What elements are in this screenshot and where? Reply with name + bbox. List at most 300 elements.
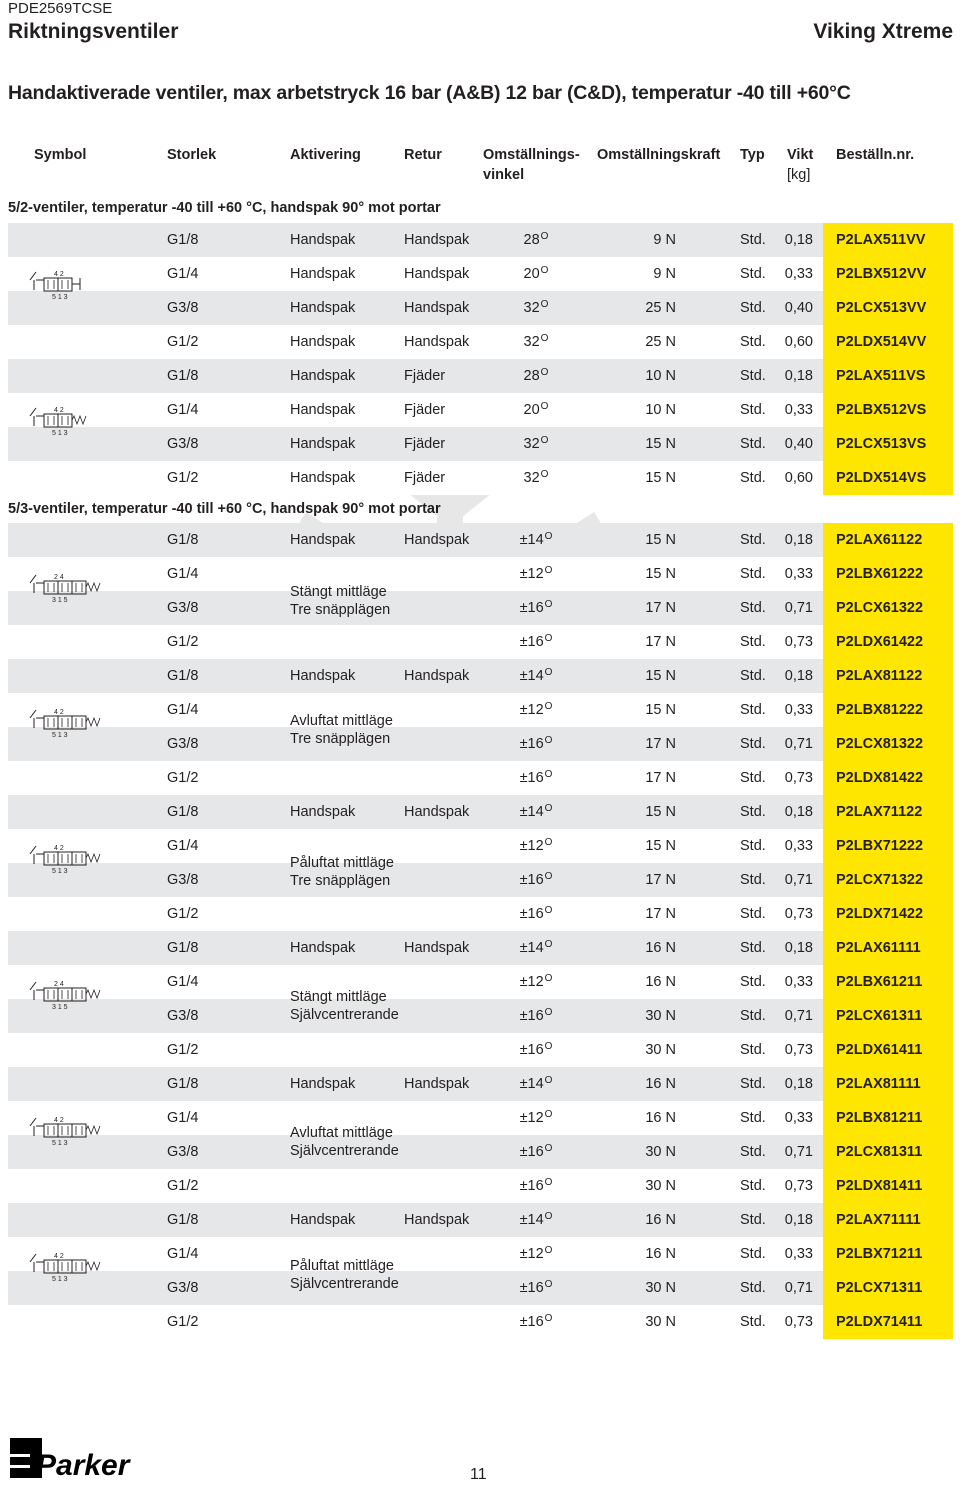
return-cell: Handspak [404, 804, 470, 820]
degree-mark: O [540, 367, 549, 378]
weight-cell: 0,40 [784, 300, 813, 316]
table-row [8, 625, 953, 659]
table-row [8, 863, 953, 897]
return-cell: Fjäder [404, 436, 446, 452]
size-cell: G1/8 [167, 1076, 199, 1092]
table-row [8, 325, 953, 359]
weight-cell: 0,73 [784, 1042, 813, 1058]
weight-cell: 0,73 [784, 1314, 813, 1330]
size-cell: G1/2 [167, 1042, 199, 1058]
force-cell: 15 N [645, 532, 676, 548]
size-cell: G1/8 [167, 1212, 199, 1228]
valve-5-3-closed-detent-icon [28, 571, 108, 605]
svg-text:3 1 5: 3 1 5 [52, 597, 68, 604]
group-description [290, 712, 393, 748]
table-row [8, 1067, 953, 1101]
group-description-line1: Påluftat mittläge [290, 1258, 394, 1274]
svg-text:4 2: 4 2 [54, 845, 64, 852]
valve-5-3-exhaust-spring-icon [28, 1114, 108, 1148]
actuation-cell: Handspak [290, 300, 356, 316]
order-number-cell: P2LDX81411 [823, 1169, 953, 1203]
degree-mark: O [544, 1245, 553, 1256]
angle-cell: $\pm 12^O$ [519, 1245, 553, 1262]
group-description-line2: Tre snäpplägen [290, 873, 391, 889]
order-number-cell: P2LAX511VV [823, 223, 953, 257]
type-cell: Std. [740, 1076, 766, 1092]
table-row [8, 693, 953, 727]
svg-text:4 2: 4 2 [54, 1253, 64, 1260]
table-row [8, 427, 953, 461]
order-number-cell: P2LBX81222 [823, 693, 953, 727]
force-cell: 17 N [645, 634, 676, 650]
table-row [8, 1237, 953, 1271]
order-number-cell: P2LDX514VV [823, 325, 953, 359]
type-cell: Std. [740, 668, 766, 684]
actuation-cell: Handspak [290, 232, 356, 248]
order-number-cell: P2LCX61311 [823, 999, 953, 1033]
size-cell: G1/2 [167, 334, 199, 350]
table-row [8, 897, 953, 931]
order-number-cell: P2LAX61111 [823, 931, 953, 965]
degree-mark: O [544, 837, 553, 848]
order-number-cell: P2LBX61222 [823, 557, 953, 591]
weight-cell: 0,73 [784, 770, 813, 786]
order-number-cell: P2LBX61211 [823, 965, 953, 999]
valve-5-3-pressure-spring-icon [28, 1250, 108, 1284]
order-number-cell: P2LDX81422 [823, 761, 953, 795]
force-cell: 30 N [645, 1144, 676, 1160]
size-cell: G1/2 [167, 906, 199, 922]
degree-mark: O [544, 701, 553, 712]
valve-5-3-closed-spring-icon [28, 978, 108, 1012]
col-header-angle-line1: Omställnings- [483, 147, 580, 163]
return-cell: Handspak [404, 334, 470, 350]
weight-cell: 0,18 [784, 532, 813, 548]
weight-cell: 0,33 [784, 838, 813, 854]
angle-cell: $32^O$ [523, 469, 549, 486]
order-number-cell: P2LAX61122 [823, 523, 953, 557]
table-row [8, 1203, 953, 1237]
degree-mark: O [544, 871, 553, 882]
valve-5-3-pressure-detent-icon [28, 842, 108, 876]
col-header-size: Storlek [167, 147, 217, 163]
weight-cell: 0,71 [784, 600, 813, 616]
size-cell: G1/4 [167, 266, 199, 282]
size-cell: G3/8 [167, 600, 199, 616]
degree-mark: O [544, 667, 553, 678]
actuation-cell: Handspak [290, 266, 356, 282]
size-cell: G1/8 [167, 668, 199, 684]
table-row [8, 965, 953, 999]
group-description [290, 583, 390, 619]
type-cell: Std. [740, 974, 766, 990]
return-cell: Handspak [404, 940, 470, 956]
actuation-cell: Handspak [290, 368, 356, 384]
order-number-cell: P2LBX71222 [823, 829, 953, 863]
weight-cell: 0,73 [784, 906, 813, 922]
col-header-weight-line1: Vikt [787, 147, 814, 163]
force-cell: 10 N [645, 368, 676, 384]
actuation-cell: Handspak [290, 668, 356, 684]
svg-text:Parker: Parker [36, 1449, 130, 1479]
angle-cell: $\pm 16^O$ [519, 633, 553, 650]
order-number-cell: P2LCX71311 [823, 1271, 953, 1305]
size-cell: G1/4 [167, 1246, 199, 1262]
table-row [8, 931, 953, 965]
weight-cell: 0,73 [784, 634, 813, 650]
angle-cell: $\pm 12^O$ [519, 973, 553, 990]
size-cell: G1/2 [167, 770, 199, 786]
weight-cell: 0,33 [784, 702, 813, 718]
valve-5-3-exhaust-detent-icon [28, 706, 108, 740]
size-cell: G1/8 [167, 940, 199, 956]
size-cell: G1/4 [167, 566, 199, 582]
return-cell: Handspak [404, 532, 470, 548]
degree-mark: O [544, 1041, 553, 1052]
size-cell: G3/8 [167, 736, 199, 752]
actuation-cell: Handspak [290, 940, 356, 956]
force-cell: 16 N [645, 974, 676, 990]
degree-mark: O [544, 633, 553, 644]
angle-cell: $32^O$ [523, 435, 549, 452]
table-row [8, 761, 953, 795]
angle-cell: $32^O$ [523, 333, 549, 350]
size-cell: G3/8 [167, 872, 199, 888]
actuation-cell: Handspak [290, 804, 356, 820]
angle-cell: $\pm 14^O$ [519, 667, 553, 684]
document-code: PDE2569TCSE [8, 0, 113, 17]
type-cell: Std. [740, 266, 766, 282]
angle-cell: $\pm 16^O$ [519, 905, 553, 922]
table-row [8, 1101, 953, 1135]
size-cell: G1/4 [167, 402, 199, 418]
return-cell: Fjäder [404, 402, 446, 418]
weight-cell: 0,18 [784, 668, 813, 684]
order-number-cell: P2LCX81311 [823, 1135, 953, 1169]
return-cell: Handspak [404, 300, 470, 316]
table-row [8, 829, 953, 863]
weight-cell: 0,18 [784, 232, 813, 248]
force-cell: 15 N [645, 838, 676, 854]
weight-cell: 0,33 [784, 1110, 813, 1126]
type-cell: Std. [740, 634, 766, 650]
angle-cell: $\pm 16^O$ [519, 1041, 553, 1058]
weight-cell: 0,18 [784, 1076, 813, 1092]
svg-text:2 4: 2 4 [54, 981, 64, 988]
force-cell: 9 N [653, 232, 676, 248]
col-header-weight [787, 145, 813, 185]
table-row [8, 1305, 953, 1339]
angle-cell: $\pm 16^O$ [519, 1313, 553, 1330]
col-header-symbol: Symbol [34, 147, 87, 163]
type-cell: Std. [740, 1314, 766, 1330]
actuation-cell: Handspak [290, 470, 356, 486]
degree-mark: O [544, 1279, 553, 1290]
order-number-cell: P2LBX71211 [823, 1237, 953, 1271]
table-row [8, 1135, 953, 1169]
type-cell: Std. [740, 906, 766, 922]
angle-cell: $\pm 14^O$ [519, 939, 553, 956]
col-header-order: Beställn.nr. [836, 147, 915, 163]
parker-logo [10, 1437, 140, 1479]
degree-mark: O [544, 1007, 553, 1018]
group-description [290, 1124, 399, 1160]
type-cell: Std. [740, 1110, 766, 1126]
angle-cell: $28^O$ [523, 231, 549, 248]
force-cell: 15 N [645, 566, 676, 582]
order-number-cell: P2LAX81122 [823, 659, 953, 693]
group-description-line2: Tre snäpplägen [290, 602, 391, 618]
angle-cell: $\pm 16^O$ [519, 599, 553, 616]
group-description-line1: Påluftat mittläge [290, 855, 394, 871]
type-cell: Std. [740, 436, 766, 452]
order-number-cell: P2LBX512VV [823, 257, 953, 291]
order-number-cell: P2LDX61422 [823, 625, 953, 659]
table-row [8, 1271, 953, 1305]
angle-cell: $32^O$ [523, 299, 549, 316]
angle-cell: $\pm 14^O$ [519, 531, 553, 548]
degree-mark: O [544, 1211, 553, 1222]
size-cell: G1/2 [167, 1178, 199, 1194]
order-number-cell: P2LCX61322 [823, 591, 953, 625]
svg-text:5 1 3: 5 1 3 [52, 868, 68, 875]
force-cell: 30 N [645, 1008, 676, 1024]
table-row [8, 291, 953, 325]
table-row [8, 999, 953, 1033]
table-row [8, 223, 953, 257]
valve-5-2-lever-lever-icon [28, 268, 108, 302]
force-cell: 17 N [645, 872, 676, 888]
type-cell: Std. [740, 940, 766, 956]
order-number-cell: P2LDX71422 [823, 897, 953, 931]
weight-cell: 0,73 [784, 1178, 813, 1194]
document-title: Riktningsventiler [8, 20, 179, 43]
svg-text:2 4: 2 4 [54, 574, 64, 581]
degree-mark: O [544, 565, 553, 576]
type-cell: Std. [740, 1042, 766, 1058]
angle-cell: $\pm 16^O$ [519, 1007, 553, 1024]
force-cell: 25 N [645, 334, 676, 350]
group-description-line1: Stängt mittläge [290, 584, 387, 600]
angle-cell: $\pm 12^O$ [519, 1109, 553, 1126]
force-cell: 16 N [645, 1110, 676, 1126]
group-description-line2: Tre snäpplägen [290, 731, 391, 747]
group-description [290, 854, 394, 890]
table-row [8, 727, 953, 761]
return-cell: Fjäder [404, 470, 446, 486]
order-number-cell: P2LAX71111 [823, 1203, 953, 1237]
force-cell: 9 N [653, 266, 676, 282]
svg-text:5 1 3: 5 1 3 [52, 1140, 68, 1147]
type-cell: Std. [740, 232, 766, 248]
return-cell: Fjäder [404, 368, 446, 384]
table-row [8, 1033, 953, 1067]
type-cell: Std. [740, 736, 766, 752]
return-cell: Handspak [404, 266, 470, 282]
type-cell: Std. [740, 1008, 766, 1024]
degree-mark: O [544, 769, 553, 780]
table-row [8, 1169, 953, 1203]
degree-mark: O [544, 939, 553, 950]
angle-cell: $28^O$ [523, 367, 549, 384]
type-cell: Std. [740, 1246, 766, 1262]
size-cell: G1/4 [167, 838, 199, 854]
col-header-return: Retur [404, 147, 442, 163]
order-number-cell: P2LAX71122 [823, 795, 953, 829]
weight-cell: 0,18 [784, 940, 813, 956]
table-row [8, 393, 953, 427]
group-description-line2: Självcentrerande [290, 1007, 399, 1023]
type-cell: Std. [740, 702, 766, 718]
weight-cell: 0,60 [784, 334, 813, 350]
type-cell: Std. [740, 368, 766, 384]
return-cell: Handspak [404, 232, 470, 248]
order-number-cell: P2LAX511VS [823, 359, 953, 393]
degree-mark: O [544, 1177, 553, 1188]
section-title-5-2: 5/2-ventiler, temperatur -40 till +60 °C, handspak 90° mot portar [8, 200, 441, 216]
degree-mark: O [544, 599, 553, 610]
order-number-cell: P2LBX512VS [823, 393, 953, 427]
size-cell: G1/4 [167, 974, 199, 990]
force-cell: 17 N [645, 770, 676, 786]
force-cell: 30 N [645, 1314, 676, 1330]
svg-text:4 2: 4 2 [54, 709, 64, 716]
type-cell: Std. [740, 804, 766, 820]
force-cell: 15 N [645, 470, 676, 486]
force-cell: 16 N [645, 1076, 676, 1092]
table-row [8, 359, 953, 393]
type-cell: Std. [740, 770, 766, 786]
angle-cell: $\pm 16^O$ [519, 769, 553, 786]
force-cell: 17 N [645, 906, 676, 922]
size-cell: G1/8 [167, 804, 199, 820]
angle-cell: $\pm 12^O$ [519, 565, 553, 582]
type-cell: Std. [740, 566, 766, 582]
force-cell: 30 N [645, 1042, 676, 1058]
weight-cell: 0,71 [784, 736, 813, 752]
actuation-cell: Handspak [290, 334, 356, 350]
size-cell: G1/2 [167, 634, 199, 650]
col-header-force: Omställningskraft [597, 147, 721, 163]
force-cell: 15 N [645, 702, 676, 718]
force-cell: 16 N [645, 1246, 676, 1262]
table-row [8, 523, 953, 557]
type-cell: Std. [740, 402, 766, 418]
type-cell: Std. [740, 334, 766, 350]
size-cell: G1/8 [167, 232, 199, 248]
actuation-cell: Handspak [290, 1212, 356, 1228]
svg-text:5 1 3: 5 1 3 [52, 294, 68, 301]
type-cell: Std. [740, 600, 766, 616]
actuation-cell: Handspak [290, 402, 356, 418]
type-cell: Std. [740, 838, 766, 854]
size-cell: G1/2 [167, 1314, 199, 1330]
col-header-angle-line2: vinkel [483, 167, 525, 183]
force-cell: 15 N [645, 804, 676, 820]
group-description-line2: Självcentrerande [290, 1276, 399, 1292]
weight-cell: 0,18 [784, 1212, 813, 1228]
actuation-cell: Handspak [290, 1076, 356, 1092]
col-header-type: Typ [740, 147, 765, 163]
degree-mark: O [540, 231, 549, 242]
return-cell: Handspak [404, 1212, 470, 1228]
return-cell: Handspak [404, 668, 470, 684]
type-cell: Std. [740, 1144, 766, 1160]
angle-cell: $\pm 16^O$ [519, 1279, 553, 1296]
size-cell: G1/2 [167, 470, 199, 486]
weight-cell: 0,71 [784, 1280, 813, 1296]
size-cell: G3/8 [167, 1008, 199, 1024]
size-cell: G1/8 [167, 368, 199, 384]
weight-cell: 0,60 [784, 470, 813, 486]
degree-mark: O [544, 531, 553, 542]
table-row [8, 557, 953, 591]
col-header-actuation: Aktivering [290, 147, 361, 163]
force-cell: 16 N [645, 940, 676, 956]
degree-mark: O [544, 803, 553, 814]
main-heading: Handaktiverade ventiler, max arbetstryck 16 bar (A&B) 12 bar (C&D), temperatur -40 till +60°C [8, 82, 851, 104]
degree-mark: O [540, 333, 549, 344]
order-number-cell: P2LCX71322 [823, 863, 953, 897]
degree-mark: O [544, 1109, 553, 1120]
weight-cell: 0,71 [784, 1008, 813, 1024]
size-cell: G3/8 [167, 436, 199, 452]
svg-text:4 2: 4 2 [54, 1117, 64, 1124]
degree-mark: O [540, 299, 549, 310]
order-number-cell: P2LDX514VS [823, 461, 953, 495]
actuation-cell: Handspak [290, 436, 356, 452]
force-cell: 15 N [645, 436, 676, 452]
table-row [8, 795, 953, 829]
weight-cell: 0,40 [784, 436, 813, 452]
type-cell: Std. [740, 1212, 766, 1228]
weight-cell: 0,18 [784, 368, 813, 384]
degree-mark: O [540, 435, 549, 446]
degree-mark: O [540, 401, 549, 412]
force-cell: 17 N [645, 600, 676, 616]
force-cell: 30 N [645, 1280, 676, 1296]
order-number-cell: P2LDX71411 [823, 1305, 953, 1339]
weight-cell: 0,33 [784, 266, 813, 282]
size-cell: G1/8 [167, 532, 199, 548]
size-cell: G3/8 [167, 1280, 199, 1296]
table-row [8, 591, 953, 625]
order-number-cell: P2LBX81211 [823, 1101, 953, 1135]
force-cell: 10 N [645, 402, 676, 418]
force-cell: 30 N [645, 1178, 676, 1194]
force-cell: 17 N [645, 736, 676, 752]
weight-cell: 0,33 [784, 566, 813, 582]
table-row [8, 461, 953, 495]
angle-cell: $20^O$ [523, 265, 549, 282]
angle-cell: $\pm 12^O$ [519, 701, 553, 718]
return-cell: Handspak [404, 1076, 470, 1092]
svg-text:4 2: 4 2 [54, 407, 64, 414]
valve-5-2-lever-spring-icon [28, 404, 108, 438]
group-description-line1: Avluftat mittläge [290, 713, 393, 729]
type-cell: Std. [740, 872, 766, 888]
group-description [290, 988, 399, 1024]
col-header-angle [483, 145, 580, 185]
group-description [290, 1257, 399, 1293]
angle-cell: $\pm 16^O$ [519, 1177, 553, 1194]
weight-cell: 0,18 [784, 804, 813, 820]
order-number-cell: P2LCX81322 [823, 727, 953, 761]
angle-cell: $\pm 14^O$ [519, 803, 553, 820]
angle-cell: $\pm 14^O$ [519, 1211, 553, 1228]
page-number: 11 [470, 1466, 487, 1483]
actuation-cell: Handspak [290, 532, 356, 548]
